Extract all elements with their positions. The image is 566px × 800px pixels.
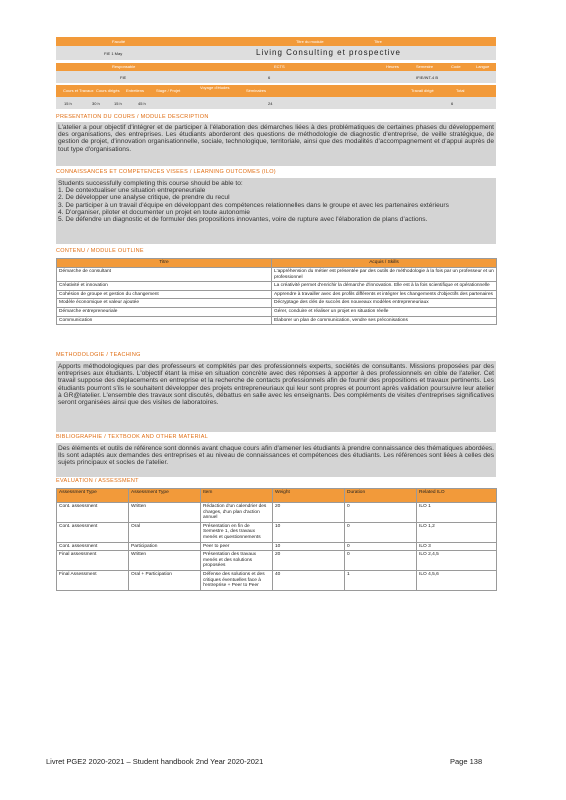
contenu-cell: Démarche entrepreneuriale [57, 307, 272, 316]
table-row [57, 551, 497, 571]
eval-cell: Rédaction d'un calendrier des charges, d'un plan d'action annuel [201, 503, 273, 523]
header-label-cours: Cours et Travaux [63, 88, 94, 93]
eval-header: Assessment Type [57, 489, 129, 503]
eval-cell: Participation [129, 542, 201, 551]
competence-item: 1. De contextualiser une situation entrepreneuriale [58, 187, 206, 195]
eval-cell: Cont. assessment [57, 522, 129, 542]
hours-5: 24 [268, 101, 273, 106]
eval-cell: 0 [345, 542, 417, 551]
table-row [57, 522, 497, 542]
table-row [57, 307, 497, 316]
header-label-langue: Langue [476, 64, 490, 69]
header-row2-labels [56, 63, 496, 71]
header-label-stage: Stage / Projet [156, 88, 181, 93]
eval-cell: ILO 3 [417, 542, 497, 551]
table-row [57, 316, 497, 325]
contenu-cell: Démarche de consultant [57, 268, 272, 282]
contenu-cell: Décryptage des clés de succès des nouveaux modèles entrepreneuriaux [272, 299, 497, 308]
competence-item: 3. De participer à un travail d'équipe en développant des compétences relationnelles dans le groupe et avec les partenaires extérieurs [58, 201, 449, 209]
contenu-cell: Créativité et innovation [57, 282, 272, 291]
eval-cell: 0 [345, 503, 417, 523]
header-row1-values [56, 46, 496, 60]
contenu-cell: Gérer, conduire et réaliser un projet en situation réelle [272, 307, 497, 316]
contenu-cell: Apprendre à travailler avec des profils différents et intégrer les changements d'objectifs des partenaires [272, 290, 497, 299]
contenu-header-titre: Titre [57, 259, 272, 268]
eval-cell: Présentation des travaux menés et des solutions proposées [201, 551, 273, 571]
eval-cell: Oral + Participation [129, 570, 201, 590]
eval-cell: Cont. assessment [57, 503, 129, 523]
eval-cell: Written [129, 503, 201, 523]
eval-cell: Final assessment [57, 551, 129, 571]
eval-cell: Peer to peer [201, 542, 273, 551]
evaluation-table [56, 488, 497, 591]
eval-cell: 0 [345, 551, 417, 571]
header-label-entretiens: Entretiens [126, 88, 145, 93]
competences-title: CONNAISSANCES ET COMPETENCES VISEES / LEARNING OUTCOMES (ILO) [56, 169, 276, 175]
contenu-cell: Communication [57, 316, 272, 325]
eval-cell: Written [129, 551, 201, 571]
contenu-title: CONTENU / MODULE OUTLINE [56, 248, 144, 254]
header-label-ects: ECTS [274, 64, 285, 69]
table-row [57, 503, 497, 523]
eval-cell: Présentation en fin de Semestre 1, des travaux menés et questionnements [201, 522, 273, 542]
hours-2: 30 h [92, 101, 100, 106]
biblio-text: Des éléments et outils de référence sont donnés avant chaque cours afin d'amener les étudiants à prendre connaissance des thématiques abordées. Ils sont adaptés aux demandes des entreprises et au niveau de connaissances et compétences des étudiants. Les références sont liées à celles des sujets principaux et socles de l'atelier. [56, 443, 496, 477]
competence-item: 5. De défendre un diagnostic et de formuler des propositions innovantes, voire de rupture avec l'élaboration de plans d'actions. [58, 216, 428, 224]
biblio-title: BIBLIOGRAPHIE / TEXTBOOK AND OTHER MATERIAL [56, 434, 209, 440]
eval-cell: ILO 4,5,6 [417, 570, 497, 590]
competence-item: 2. De développer une analyse critique, de prendre du recul [58, 194, 230, 202]
header-value-faculte: FIE 1 May [104, 51, 123, 56]
table-row [57, 290, 497, 299]
eval-cell: 40 [273, 570, 345, 590]
hours-1: 15 h [64, 101, 72, 106]
header-label-cd: Cours dirigés [96, 88, 120, 93]
module-title: Living Consulting et prospective [256, 48, 401, 57]
header-label-heures: Heures [386, 64, 399, 69]
contenu-cell: La créativité permet d'enrichir la démarche d'innovation. Elle est à la fois scientifique et opérationnelle [272, 282, 497, 291]
header-label-resp: Responsable [112, 64, 136, 69]
table-row [57, 570, 497, 590]
eval-cell: Final Assessment [57, 570, 129, 590]
hours-3: 15 h [114, 101, 122, 106]
eval-cell: 10 [273, 522, 345, 542]
eval-cell: 20 [273, 551, 345, 571]
eval-cell: ILO 1 [417, 503, 497, 523]
competences-intro: Students successfully completing this course should be able to: [58, 180, 243, 187]
header-label-voyage: Voyage d'études [200, 85, 230, 90]
footer-left: Livret PGE2 2020-2021 – Student handbook 2nd Year 2020-2021 [46, 757, 264, 766]
eval-cell: 10 [273, 542, 345, 551]
header-label-code: Code [451, 64, 461, 69]
contenu-cell: L'appréhension du métier est présentée par des outils de méthodologie à la fois par un professeur et un professionnel [272, 268, 497, 282]
table-row [57, 268, 497, 282]
header-value-code: IFIE/INT-4 B [416, 75, 439, 80]
competence-item: 4. D'organiser, piloter et documenter un projet en toute autonomie [58, 208, 250, 216]
header-label-semestre: Semestre [416, 64, 434, 69]
presentation-text: L'atelier a pour objectif d'intégrer et de participer à l'élaboration des démarches liées à des problématiques de certaines phases du développement des organisations, des entreprises. Les étudiants aborderont des questions de méthodologie de diagnostic d'entreprise, de veille stratégique, de gestion de projet, d'innovation organisationnelle, sociale, technologique, territoriale, ainsi que des modalités d'accompagnement et d'appui auprès de tout type d'organisations. [56, 122, 496, 166]
eval-cell: Défense des solutions et des critiques éventuelles face à l'entreprise + Peer to Peer [201, 570, 273, 590]
eval-cell: 0 [345, 522, 417, 542]
methodo-text: Apports méthodologiques par des professeurs et complétés par des professionnels experts, sociétés de consultants. Missions proposées par des entreprises aux étudiants. L'objectif étant la mise en situation concrète avec des réponses à apporter à des professionnels en cible de l'atelier. Cet travail suppose des déplacements en entreprise et la recherche de contacts professionnels afin de fournir des propositions et travaux pertinents. Les étudiants pourront s'ils le souhaitent développer des projets entrepreneuriaux qui leur sont propres et pourront après validation poursuivre leur atelier à GR@latelier. L'ensemble des travaux sont discutés, débattus en salle avec les enseignants. Des compléments de visites d'entreprises significatives seront organisées ainsi que des visites de laboratoires. [56, 361, 496, 432]
contenu-cell: Modèle économique et valeur ajoutée [57, 299, 272, 308]
hours-4: 45 h [138, 101, 146, 106]
eval-cell: 20 [273, 503, 345, 523]
header-row2-values [56, 71, 496, 83]
eval-header: Related ILO [417, 489, 497, 503]
table-row [57, 542, 497, 551]
eval-cell: Cont. assessment [57, 542, 129, 551]
table-row [57, 299, 497, 308]
evaluation-title: EVALUATION / ASSESSMENT [56, 478, 139, 484]
presentation-title: PRESENTATION DU COURS / MODULE DESCRIPTION [56, 114, 209, 120]
eval-cell: ILO 1,2 [417, 522, 497, 542]
eval-header: Weight [273, 489, 345, 503]
contenu-header-acquis: Acquis / Skills [272, 259, 497, 268]
header-label-faculte: Faculté [112, 39, 126, 44]
header-label-td: Travail dirigé [411, 88, 434, 93]
header-label-module: Titre du module [296, 39, 324, 44]
competences-box [56, 178, 496, 244]
header-label-total: Total [456, 88, 465, 93]
header-row3-values [56, 97, 496, 109]
eval-cell: Oral [129, 522, 201, 542]
eval-header: Item [201, 489, 273, 503]
header-label-titre: Titre [374, 39, 382, 44]
header-row3-labels [56, 85, 496, 97]
contenu-table [56, 258, 497, 325]
methodo-title: METHODOLOGIE / TEACHING [56, 352, 141, 358]
header-label-seminaires: Séminaires [246, 88, 267, 93]
table-row [57, 282, 497, 291]
eval-cell: ILO 2,4,5 [417, 551, 497, 571]
header-value-resp: FIE [120, 75, 127, 80]
eval-header: Duration [345, 489, 417, 503]
contenu-cell: Cohésion de groupe et gestion du changement [57, 290, 272, 299]
header-value-ects: 6 [268, 75, 271, 80]
contenu-cell: Elaborer un plan de communication, vendre ses préconisations [272, 316, 497, 325]
header-row1-labels [56, 37, 496, 46]
hours-total: 6 [451, 101, 454, 106]
page-number: Page 138 [450, 757, 483, 766]
eval-header: Assessment Type [129, 489, 201, 503]
eval-cell: 1 [345, 570, 417, 590]
